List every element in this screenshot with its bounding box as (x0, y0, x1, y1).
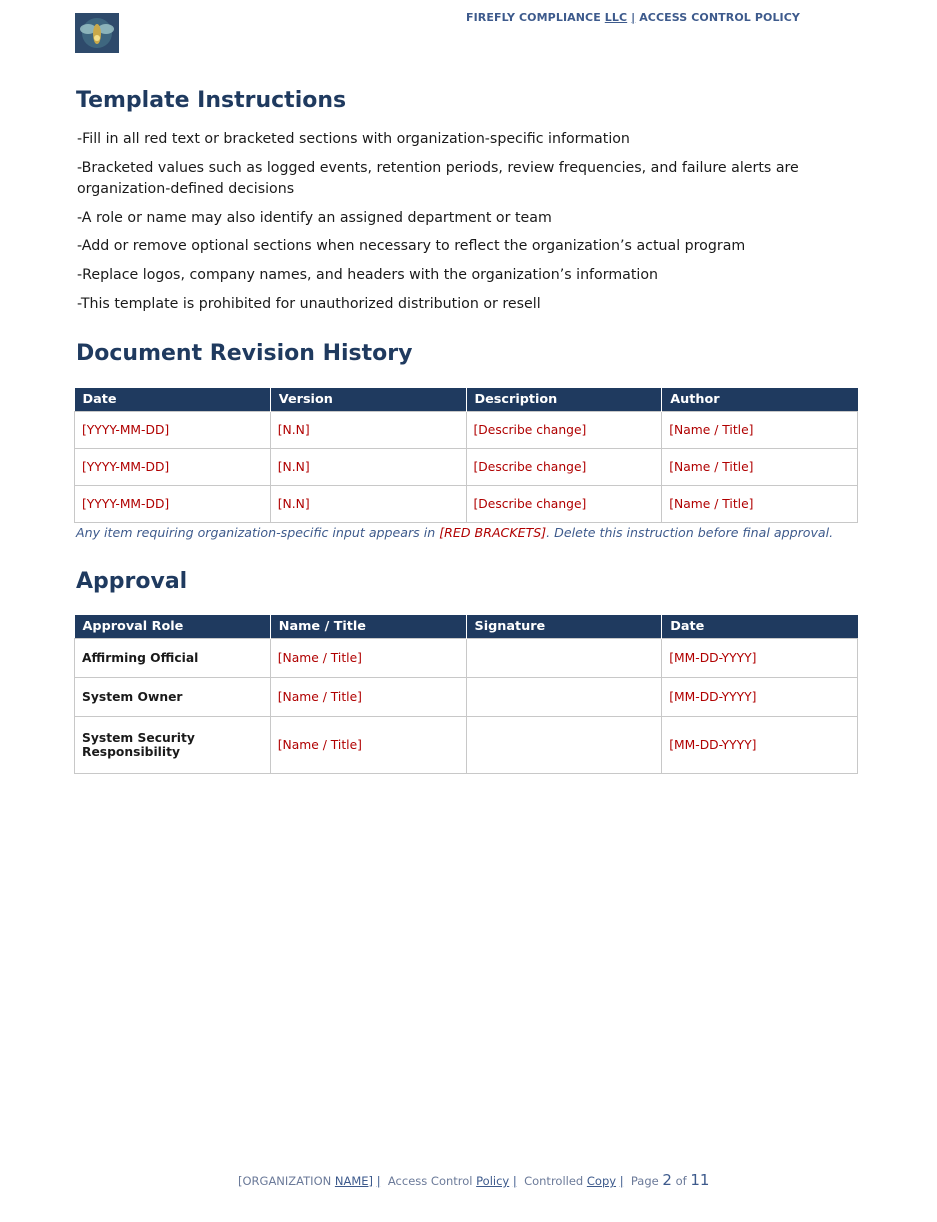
revision-author-cell[interactable]: [Name / Title] (662, 412, 858, 449)
instruction-item: -Add or remove optional sections when necessary to reflect the organization’s actual program (77, 238, 746, 254)
footer-page-label: Page (630, 1174, 659, 1188)
footer-page-number: 2 (662, 1171, 672, 1189)
revision-description-cell[interactable]: [Describe change] (466, 412, 662, 449)
red-brackets-note (76, 525, 833, 540)
revision-version-cell[interactable]: [N.N] (270, 449, 466, 486)
approval-role-cell: Affirming Official (75, 639, 271, 678)
header-company: FIREFLY COMPLIANCE (466, 11, 601, 24)
revision-version-cell[interactable]: [N.N] (270, 486, 466, 523)
footer-org-prefix: [ORGANIZATION (238, 1174, 332, 1188)
column-header-approval-role: Approval Role (75, 615, 271, 639)
footer-of-label: of (675, 1174, 687, 1188)
footer-separator: | (619, 1174, 624, 1188)
approval-heading: Approval (76, 569, 188, 594)
footer-policy-word: Policy (476, 1174, 510, 1188)
footer-org-name: NAME] (334, 1174, 374, 1188)
footer-policy-prefix: Access Control (387, 1174, 473, 1188)
revision-version-cell[interactable]: [N.N] (270, 412, 466, 449)
table-header-row (75, 388, 858, 412)
instruction-item: -Bracketed values such as logged events, retention periods, review frequencies, and failure alerts are organization-defined decisions (77, 160, 799, 197)
document-footer (238, 1171, 709, 1189)
instruction-item: -Replace logos, company names, and headers with the organization’s information (77, 267, 659, 283)
revision-author-cell[interactable]: [Name / Title] (662, 486, 858, 523)
footer-copy-word: Copy (586, 1174, 617, 1188)
revision-history-heading: Document Revision History (76, 341, 413, 366)
footer-controlled: Controlled (524, 1174, 584, 1188)
column-header-signature: Signature (466, 615, 662, 639)
column-header-author: Author (662, 388, 858, 412)
footer-separator: | (512, 1174, 517, 1188)
column-header-version: Version (270, 388, 466, 412)
revision-date-cell[interactable]: [YYYY-MM-DD] (75, 486, 271, 523)
approval-role-cell: System Owner (75, 678, 271, 717)
note-text-before: Any item requiring organization-specific input appears in (76, 525, 436, 540)
approval-signature-cell[interactable] (466, 717, 662, 774)
revision-date-cell[interactable]: [YYYY-MM-DD] (75, 449, 271, 486)
table-row (75, 678, 858, 717)
column-header-name-title: Name / Title (270, 615, 466, 639)
approval-name-cell[interactable]: [Name / Title] (270, 717, 466, 774)
approval-signature-cell[interactable] (466, 639, 662, 678)
note-text-after: . Delete this instruction before final approval. (546, 525, 834, 540)
column-header-date: Date (75, 388, 271, 412)
table-row (75, 486, 858, 523)
company-logo (75, 13, 119, 53)
revision-description-cell[interactable]: [Describe change] (466, 486, 662, 523)
revision-date-cell[interactable]: [YYYY-MM-DD] (75, 412, 271, 449)
approval-date-cell[interactable]: [MM-DD-YYYY] (662, 639, 858, 678)
table-row (75, 412, 858, 449)
approval-signature-cell[interactable] (466, 678, 662, 717)
header-separator: | (631, 11, 636, 24)
approval-date-cell[interactable]: [MM-DD-YYYY] (662, 717, 858, 774)
table-row (75, 717, 858, 774)
column-header-description: Description (466, 388, 662, 412)
approval-name-cell[interactable]: [Name / Title] (270, 639, 466, 678)
approval-name-cell[interactable]: [Name / Title] (270, 678, 466, 717)
table-row (75, 449, 858, 486)
instruction-item: -This template is prohibited for unauthorized distribution or resell (77, 296, 541, 312)
table-row (75, 639, 858, 678)
revision-history-table (74, 388, 858, 523)
approval-table (74, 615, 858, 774)
document-header (466, 11, 800, 24)
approval-role-cell: System Security Responsibility (75, 717, 271, 774)
note-red-brackets: [RED BRACKETS] (439, 525, 547, 540)
footer-separator: | (376, 1174, 381, 1188)
footer-page-total: 11 (690, 1171, 710, 1189)
column-header-date: Date (662, 615, 858, 639)
instruction-item: -A role or name may also identify an assigned department or team (77, 210, 552, 226)
table-header-row (75, 615, 858, 639)
template-instructions-heading: Template Instructions (76, 88, 347, 113)
revision-author-cell[interactable]: [Name / Title] (662, 449, 858, 486)
header-company-suffix: LLC (604, 11, 628, 24)
header-doc-title: ACCESS CONTROL POLICY (639, 11, 800, 24)
approval-date-cell[interactable]: [MM-DD-YYYY] (662, 678, 858, 717)
firefly-logo-icon (75, 13, 119, 53)
instruction-item: -Fill in all red text or bracketed sections with organization-specific information (77, 131, 630, 147)
revision-description-cell[interactable]: [Describe change] (466, 449, 662, 486)
